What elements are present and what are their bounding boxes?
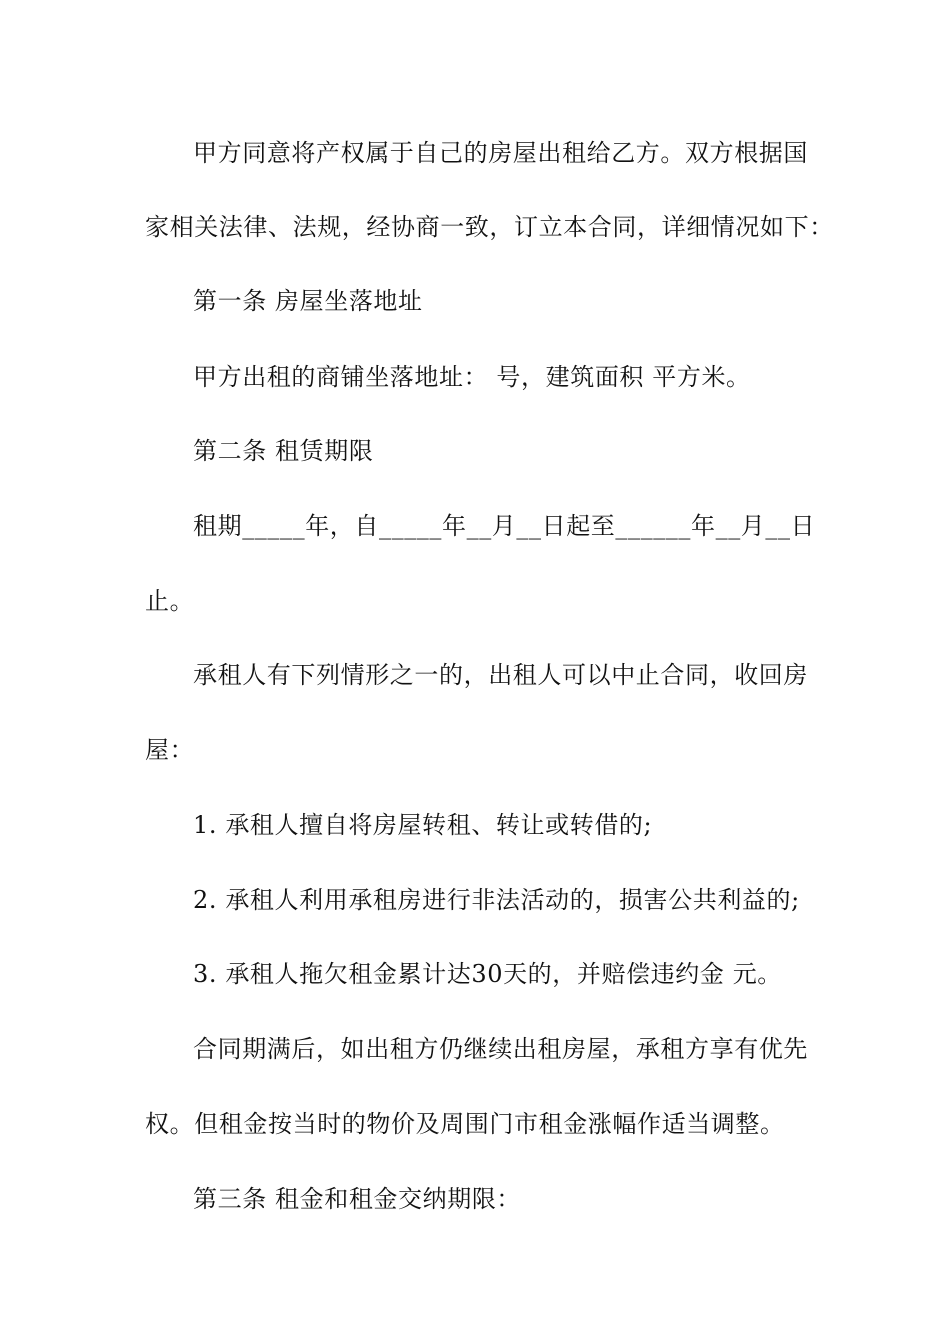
article-1-address: 甲方出租的商铺坐落地址： 号，建筑面积 平方米。 [193,363,751,391]
termination-item-1: 1. 承租人擅自将房屋转租、转让或转借的; [193,811,653,839]
paragraph-intro-line-2: 家相关法律、法规，经协商一致，订立本合同，详细情况如下： [145,213,834,241]
lease-term-line-2: 止。 [145,587,195,615]
termination-clause-line-1: 承租人有下列情形之一的，出租人可以中止合同，收回房 [193,661,808,689]
article-2-heading: 第二条 租赁期限 [193,437,374,465]
termination-item-2: 2. 承租人利用承租房进行非法活动的，损害公共利益的; [193,886,800,914]
article-1-heading: 第一条 房屋坐落地址 [193,287,423,315]
termination-item-3: 3. 承租人拖欠租金累计达30天的，并赔偿违约金 元。 [193,960,782,988]
renewal-clause-line-2: 权。但租金按当时的物价及周围门市租金涨幅作适当调整。 [145,1110,785,1138]
termination-clause-line-2: 屋： [145,736,195,764]
article-3-heading: 第三条 租金和租金交纳期限： [193,1185,522,1213]
renewal-clause-line-1: 合同期满后，如出租方仍继续出租房屋，承租方享有优先 [193,1035,808,1063]
lease-term-line-1: 租期_____年，自_____年__月__日起至______年__月__日 [193,512,816,540]
paragraph-intro-line-1: 甲方同意将产权属于自己的房屋出租给乙方。双方根据国 [193,139,808,167]
